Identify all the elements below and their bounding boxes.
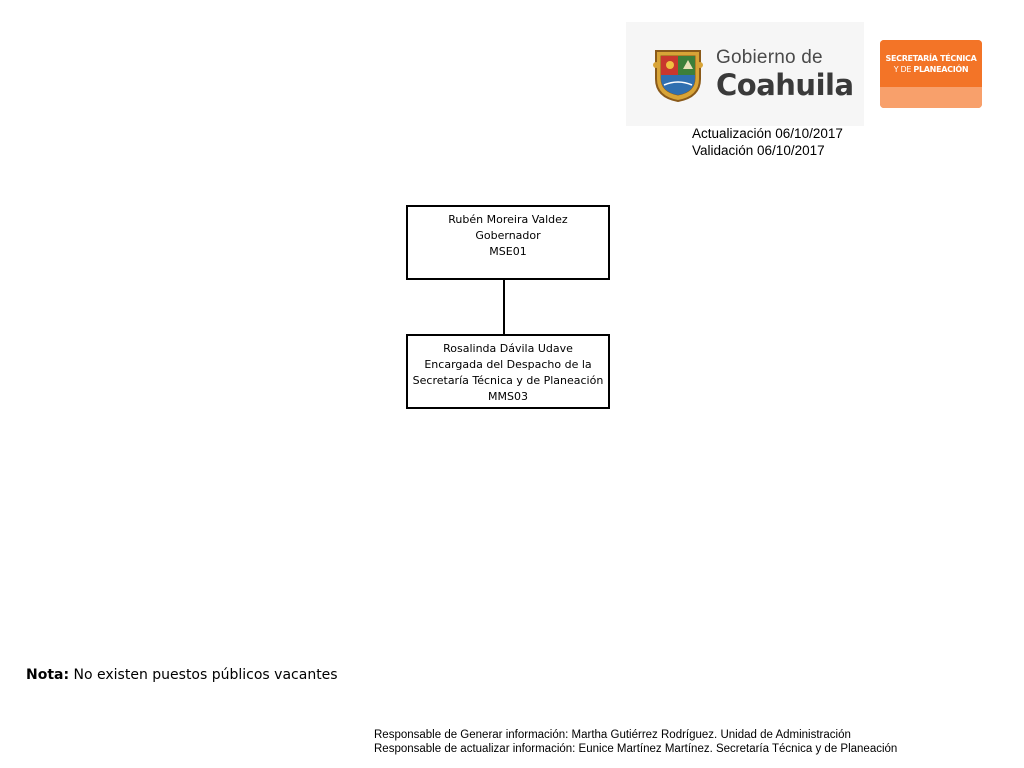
- org-node-name: Rosalinda Dávila Udave: [443, 342, 573, 355]
- note-label: Nota:: [26, 667, 70, 683]
- org-connector-line: [503, 280, 505, 334]
- update-date: Actualización 06/10/2017: [692, 126, 843, 141]
- secretaria-tecnica-logo: [880, 40, 982, 108]
- org-node-title-line2: Secretaría Técnica y de Planeación: [412, 374, 604, 387]
- gobierno-coahuila-logo: [626, 22, 864, 126]
- vacancy-note: [26, 667, 338, 683]
- org-node-title: Gobernador: [475, 229, 541, 242]
- sec-logo-band: [880, 87, 982, 108]
- gov-logo-line2: Coahuila: [716, 68, 854, 102]
- validation-date: Validación 06/10/2017: [692, 143, 825, 158]
- org-node-title-line1: Encargada del Despacho de la: [424, 358, 592, 371]
- responsible-footer: [374, 728, 897, 756]
- org-node-code: MMS03: [488, 390, 528, 403]
- coahuila-seal-icon: [650, 45, 706, 103]
- sec-logo-line1: SECRETARÍA TÉCNICA: [885, 53, 977, 63]
- org-node-name: Rubén Moreira Valdez: [448, 213, 568, 226]
- note-text: No existen puestos públicos vacantes: [69, 667, 338, 683]
- sec-logo-line2-bold: PLANEACIÓN: [913, 64, 969, 74]
- footer-line-generate: Responsable de Generar información: Martha Gutiérrez Rodríguez. Unidad de Administración: [374, 729, 851, 741]
- sec-logo-line2-prefix: Y DE: [893, 64, 914, 74]
- update-dates: [692, 125, 843, 159]
- footer-line-update: Responsable de actualizar información: Eunice Martínez Martínez. Secretaría Técnica y de Planeación: [374, 743, 898, 755]
- org-node-code: MSE01: [489, 245, 527, 258]
- sec-logo-line2: [894, 64, 969, 75]
- gov-logo-line1: Gobierno de: [716, 47, 823, 68]
- org-node-governor: [406, 205, 610, 280]
- org-node-secretary: [406, 334, 610, 409]
